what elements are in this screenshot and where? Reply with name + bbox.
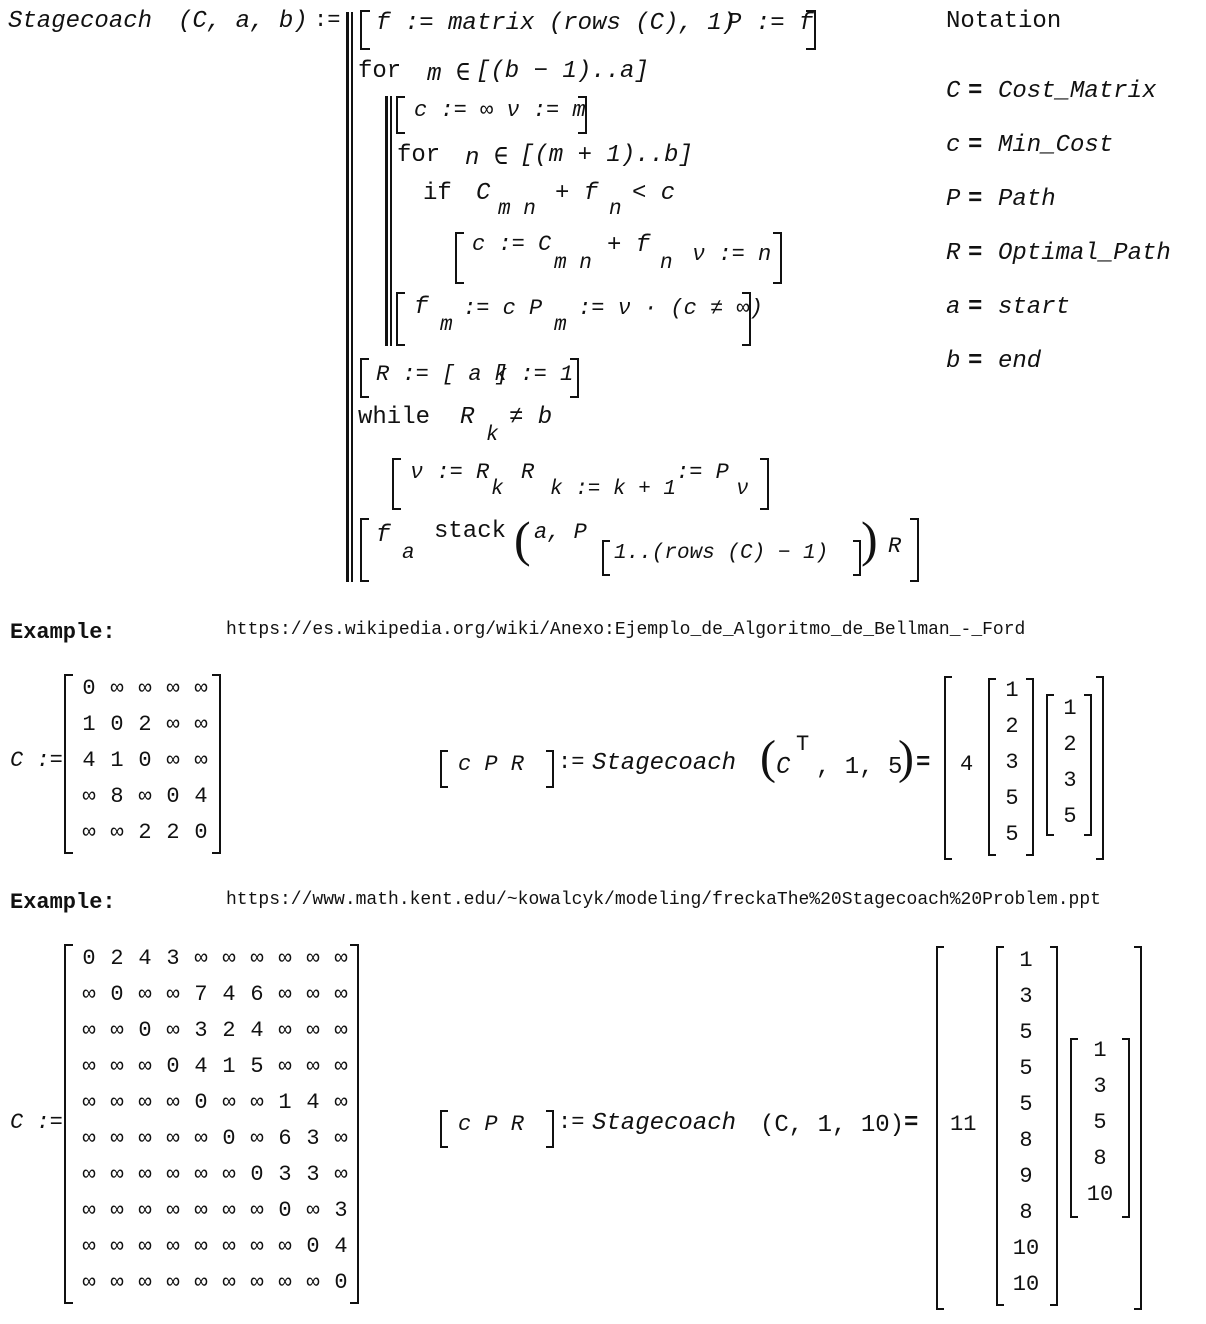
bracket-left xyxy=(455,232,464,284)
matrix-cell: ∞ xyxy=(250,1090,264,1115)
matrix-cell: ∞ xyxy=(278,1018,292,1043)
if-lt-c: < c xyxy=(632,180,676,207)
matrix-cell: ∞ xyxy=(250,946,264,971)
matrix-cell: ∞ xyxy=(166,982,180,1007)
bracket-left xyxy=(396,292,405,346)
notation-symbol: a xyxy=(946,294,961,321)
matrix-cell: ∞ xyxy=(110,1270,124,1295)
matrix-cell: ∞ xyxy=(166,1126,180,1151)
program-bar-inner xyxy=(351,12,353,582)
matrix-cell: ∞ xyxy=(306,1270,320,1295)
for-var-n: n ∈ xyxy=(465,145,509,172)
return-r: R xyxy=(888,534,902,559)
matrix-cell: ∞ xyxy=(110,676,124,701)
matrix-cell: ∞ xyxy=(194,712,208,737)
init-c-nu: c := ∞ ν := m xyxy=(414,98,586,123)
matrix-cell: ∞ xyxy=(166,1018,180,1043)
matrix-cell: ∞ xyxy=(166,1234,180,1259)
define-operator: := xyxy=(314,8,341,33)
matrix-cell: ∞ xyxy=(82,1234,96,1259)
call-lhs: c P R xyxy=(458,1112,525,1137)
notation-symbol: R xyxy=(946,240,961,267)
matrix-cell: ∞ xyxy=(82,1270,96,1295)
matrix-cell: ∞ xyxy=(138,1126,152,1151)
matrix-cell: ∞ xyxy=(306,1018,320,1043)
matrix-cell: ∞ xyxy=(166,712,180,737)
path-entry: 5 xyxy=(1005,786,1019,811)
for-var-m: m ∈ xyxy=(427,61,471,88)
matrix-cell: ∞ xyxy=(138,1198,152,1223)
matrix-cell: 4 xyxy=(250,1018,264,1043)
notation-equals: = xyxy=(968,294,983,321)
matrix-cell: ∞ xyxy=(110,1090,124,1115)
while-sub-k: k xyxy=(486,424,499,447)
for-keyword: for xyxy=(397,142,441,169)
for-range-n: [(m + 1)..b] xyxy=(520,142,693,169)
path-bracket-right xyxy=(1050,946,1058,1306)
matrix-cell: ∞ xyxy=(194,1162,208,1187)
matrix-cell: ∞ xyxy=(194,1270,208,1295)
example-label: Example: xyxy=(10,620,116,645)
notation-meaning: end xyxy=(998,348,1042,375)
matrix-cell: 1 xyxy=(82,712,96,737)
call-arg-transpose: T xyxy=(796,732,810,757)
bracket-right xyxy=(570,358,579,398)
path-entry: 5 xyxy=(1019,1056,1033,1081)
bracket-left xyxy=(440,750,448,788)
optimal-path-entry: 5 xyxy=(1093,1110,1107,1135)
path-entry: 5 xyxy=(1005,822,1019,847)
bracket-left xyxy=(360,518,369,582)
matrix-cell: 4 xyxy=(82,748,96,773)
matrix-cell: 0 xyxy=(278,1198,292,1223)
notation-title: Notation xyxy=(946,8,1062,35)
notation-meaning: Path xyxy=(998,186,1056,213)
matrix-cell: ∞ xyxy=(222,946,236,971)
matrix-cell: ∞ xyxy=(166,748,180,773)
function-name: Stagecoach xyxy=(8,8,153,35)
notation-symbol: P xyxy=(946,186,961,213)
matrix-cell: 0 xyxy=(110,712,124,737)
route-bracket-right xyxy=(1084,694,1092,836)
matrix-cell: ∞ xyxy=(110,820,124,845)
matrix-cell: 4 xyxy=(334,1234,348,1259)
matrix-cell: ∞ xyxy=(334,1162,348,1187)
call-arg-c: C xyxy=(776,754,791,781)
matrix-cell: ∞ xyxy=(194,1198,208,1223)
matrix-cell: ∞ xyxy=(334,982,348,1007)
matrix-cell: ∞ xyxy=(334,946,348,971)
matrix-cell: 4 xyxy=(194,784,208,809)
bracket-right xyxy=(760,458,769,510)
path-bracket-right xyxy=(1026,678,1034,856)
while-keyword: while xyxy=(358,404,431,431)
if-sub-n: n xyxy=(609,198,622,221)
matrix-cell: ∞ xyxy=(222,1234,236,1259)
result-bracket-left xyxy=(944,676,952,860)
bracket-right xyxy=(910,518,919,582)
matrix-cell: ∞ xyxy=(194,676,208,701)
matrix-cell: 0 xyxy=(82,676,96,701)
matrix-cell: 3 xyxy=(306,1126,320,1151)
matrix-cell: 8 xyxy=(110,784,124,809)
matrix-cell: 3 xyxy=(194,1018,208,1043)
matrix-cell: ∞ xyxy=(166,1198,180,1223)
bracket-left xyxy=(602,540,610,576)
wbody-sub-nu: ν xyxy=(736,478,749,501)
matrix-cell: 1 xyxy=(278,1090,292,1115)
update-plus-f: + f xyxy=(607,232,651,259)
matrix-cell: ∞ xyxy=(222,1198,236,1223)
for-keyword: for xyxy=(358,58,402,85)
result-cost: 4 xyxy=(960,752,974,777)
optimal-path-entry: 1 xyxy=(1063,696,1077,721)
optimal-path-entry: 5 xyxy=(1063,804,1077,829)
path-entry: 5 xyxy=(1019,1020,1033,1045)
matrix-cell: ∞ xyxy=(222,1090,236,1115)
matrix-cell: ∞ xyxy=(194,1234,208,1259)
matrix-name: C := xyxy=(10,748,63,773)
notation-equals: = xyxy=(968,132,983,159)
update-sub-n: n xyxy=(660,252,673,275)
function-params: (C, a, b) xyxy=(178,8,308,35)
matrix-cell: 2 xyxy=(166,820,180,845)
while-r: R xyxy=(460,404,475,431)
return-sub-a: a xyxy=(402,542,415,565)
init-p: P := f xyxy=(727,10,814,37)
notation-equals: = xyxy=(968,348,983,375)
result-bracket-left xyxy=(936,946,944,1310)
matrix-cell: 0 xyxy=(222,1126,236,1151)
store-sub-m: m xyxy=(440,314,453,337)
optimal-path-entry: 1 xyxy=(1093,1038,1107,1063)
notation-symbol: b xyxy=(946,348,961,375)
path-entry: 9 xyxy=(1019,1164,1033,1189)
path-entry: 3 xyxy=(1005,750,1019,775)
matrix-cell: ∞ xyxy=(334,1126,348,1151)
matrix-cell: ∞ xyxy=(82,784,96,809)
path-entry: 8 xyxy=(1019,1200,1033,1225)
path-entry: 5 xyxy=(1019,1092,1033,1117)
matrix-cell: ∞ xyxy=(110,1054,124,1079)
matrix-cell: 0 xyxy=(110,982,124,1007)
matrix-cell: ∞ xyxy=(166,1162,180,1187)
matrix-cell: 5 xyxy=(250,1054,264,1079)
bracket-left xyxy=(360,10,370,50)
matrix-cell: 2 xyxy=(222,1018,236,1043)
matrix-cell: ∞ xyxy=(278,1234,292,1259)
return-sub-range: 1..(rows (C) − 1) xyxy=(614,542,829,565)
notation-equals: = xyxy=(968,186,983,213)
matrix-cell: ∞ xyxy=(138,1054,152,1079)
matrix-cell: ∞ xyxy=(110,1198,124,1223)
bracket-right xyxy=(806,10,816,50)
matrix-cell: ∞ xyxy=(82,820,96,845)
r-init: R := [ a ] xyxy=(376,362,509,387)
equals: = xyxy=(916,750,931,777)
call-assign: := xyxy=(558,1110,585,1135)
path-entry: 8 xyxy=(1019,1128,1033,1153)
matrix-cell: 0 xyxy=(250,1162,264,1187)
matrix-cell: ∞ xyxy=(306,946,320,971)
if-keyword: if xyxy=(423,180,452,207)
equals: = xyxy=(904,1110,919,1137)
wbody-p: := P xyxy=(676,460,729,485)
matrix-cell: ∞ xyxy=(110,1018,124,1043)
store-f: f xyxy=(414,294,429,321)
matrix-cell: ∞ xyxy=(334,1090,348,1115)
while-cond: ≠ b xyxy=(509,404,553,431)
matrix-cell: 7 xyxy=(194,982,208,1007)
matrix-cell: ∞ xyxy=(334,1018,348,1043)
path-bracket-left xyxy=(996,946,1004,1306)
matrix-cell: ∞ xyxy=(194,748,208,773)
result-bracket-right xyxy=(1134,946,1142,1310)
wbody-r: R xyxy=(521,460,535,485)
example-url[interactable]: https://www.math.kent.edu/~kowalcyk/modeling/freckaThe%20Stagecoach%20Problem.ppt xyxy=(226,890,1101,910)
matrix-cell: 2 xyxy=(110,946,124,971)
bracket-right xyxy=(578,96,587,134)
matrix-bracket-left xyxy=(64,674,73,854)
matrix-cell: 0 xyxy=(138,1018,152,1043)
store-c-p: := c P xyxy=(463,296,543,321)
path-entry: 10 xyxy=(1012,1272,1040,1297)
wbody-sub-k: k xyxy=(491,478,504,501)
path-entry: 1 xyxy=(1005,678,1019,703)
update-nu: ν := n xyxy=(692,242,772,267)
wbody-nu: ν := R xyxy=(410,460,490,485)
loop-bar xyxy=(385,96,388,346)
route-bracket-left xyxy=(1046,694,1054,836)
paren-left: ( xyxy=(760,731,776,784)
matrix-cell: ∞ xyxy=(82,1054,96,1079)
optimal-path-entry: 2 xyxy=(1063,732,1077,757)
matrix-cell: 0 xyxy=(138,748,152,773)
bracket-left xyxy=(360,358,369,398)
matrix-cell: ∞ xyxy=(250,1234,264,1259)
matrix-cell: ∞ xyxy=(138,1270,152,1295)
call-function: Stagecoach xyxy=(592,750,737,777)
notation-meaning: Cost_Matrix xyxy=(998,78,1157,105)
matrix-cell: ∞ xyxy=(166,1270,180,1295)
matrix-cell: ∞ xyxy=(138,1090,152,1115)
paren-right: ) xyxy=(861,511,878,567)
matrix-cell: 3 xyxy=(278,1162,292,1187)
loop-bar-inner xyxy=(390,96,392,346)
matrix-cell: ∞ xyxy=(138,1162,152,1187)
return-f: f xyxy=(376,522,391,549)
example-label: Example: xyxy=(10,890,116,915)
if-c: C xyxy=(476,180,491,207)
matrix-cell: ∞ xyxy=(82,1018,96,1043)
matrix-cell: 0 xyxy=(306,1234,320,1259)
matrix-cell: 0 xyxy=(194,820,208,845)
matrix-bracket-right xyxy=(212,674,221,854)
notation-symbol: C xyxy=(946,78,961,105)
matrix-cell: ∞ xyxy=(222,1162,236,1187)
matrix-cell: ∞ xyxy=(82,982,96,1007)
notation-symbol: c xyxy=(946,132,961,159)
route-bracket-left xyxy=(1070,1038,1078,1218)
matrix-cell: ∞ xyxy=(250,1270,264,1295)
matrix-name: C := xyxy=(10,1110,63,1135)
notation-equals: = xyxy=(968,78,983,105)
bracket-left xyxy=(392,458,401,510)
matrix-cell: 3 xyxy=(334,1198,348,1223)
bracket-right xyxy=(853,540,861,576)
init-f: f := matrix (rows (C), 1) xyxy=(376,10,737,37)
matrix-cell: ∞ xyxy=(250,1198,264,1223)
matrix-cell: ∞ xyxy=(278,1054,292,1079)
matrix-cell: ∞ xyxy=(82,1162,96,1187)
example-url[interactable]: https://es.wikipedia.org/wiki/Anexo:Ejemplo_de_Algoritmo_de_Bellman_-_Ford xyxy=(226,620,1026,640)
matrix-cell: ∞ xyxy=(306,982,320,1007)
store-nu: := ν · (c ≠ ∞) xyxy=(578,296,763,321)
matrix-cell: 3 xyxy=(166,946,180,971)
matrix-cell: 6 xyxy=(278,1126,292,1151)
matrix-cell: 1 xyxy=(110,748,124,773)
path-entry: 2 xyxy=(1005,714,1019,739)
store-sub-m2: m xyxy=(554,314,567,337)
for-range-m: [(b − 1)..a] xyxy=(476,58,649,85)
matrix-cell: ∞ xyxy=(278,1270,292,1295)
matrix-cell: 0 xyxy=(82,946,96,971)
call-lhs: c P R xyxy=(458,752,525,777)
paren-left: ( xyxy=(514,511,531,567)
matrix-cell: ∞ xyxy=(138,982,152,1007)
bracket-right xyxy=(546,1110,554,1148)
update-c: c := C xyxy=(472,232,552,257)
matrix-cell: ∞ xyxy=(250,1126,264,1151)
matrix-cell: 2 xyxy=(138,712,152,737)
result-cost: 11 xyxy=(950,1112,977,1137)
call-args: , 1, 5 xyxy=(816,754,903,781)
matrix-cell: 6 xyxy=(250,982,264,1007)
matrix-cell: 2 xyxy=(138,820,152,845)
matrix-cell: ∞ xyxy=(306,1054,320,1079)
matrix-cell: ∞ xyxy=(138,676,152,701)
call-assign: := xyxy=(558,750,585,775)
update-sub-mn: m n xyxy=(554,252,592,275)
matrix-cell: 0 xyxy=(166,784,180,809)
matrix-cell: ∞ xyxy=(82,1126,96,1151)
matrix-cell: ∞ xyxy=(278,982,292,1007)
route-bracket-right xyxy=(1122,1038,1130,1218)
notation-meaning: start xyxy=(998,294,1071,321)
if-plus-f: + f xyxy=(555,180,599,207)
bracket-right xyxy=(773,232,782,284)
matrix-cell: 4 xyxy=(306,1090,320,1115)
if-sub-mn: m n xyxy=(498,198,536,221)
path-entry: 3 xyxy=(1019,984,1033,1009)
matrix-cell: ∞ xyxy=(166,676,180,701)
notation-meaning: Min_Cost xyxy=(998,132,1114,159)
matrix-cell: 0 xyxy=(166,1054,180,1079)
matrix-cell: 4 xyxy=(194,1054,208,1079)
result-bracket-right xyxy=(1096,676,1104,860)
matrix-cell: ∞ xyxy=(110,1162,124,1187)
bracket-left xyxy=(396,96,405,134)
matrix-cell: ∞ xyxy=(82,1198,96,1223)
return-stack: stack xyxy=(434,518,507,545)
matrix-cell: ∞ xyxy=(334,1054,348,1079)
optimal-path-entry: 8 xyxy=(1093,1146,1107,1171)
optimal-path-entry: 10 xyxy=(1086,1182,1114,1207)
optimal-path-entry: 3 xyxy=(1063,768,1077,793)
matrix-cell: 0 xyxy=(334,1270,348,1295)
matrix-cell: ∞ xyxy=(82,1090,96,1115)
matrix-bracket-right xyxy=(350,944,359,1304)
bracket-right xyxy=(742,292,751,346)
bracket-left xyxy=(440,1110,448,1148)
matrix-cell: ∞ xyxy=(138,1234,152,1259)
matrix-cell: 1 xyxy=(222,1054,236,1079)
paren-right: ) xyxy=(898,731,914,784)
matrix-cell: 3 xyxy=(306,1162,320,1187)
matrix-cell: ∞ xyxy=(222,1270,236,1295)
notation-equals: = xyxy=(968,240,983,267)
matrix-cell: ∞ xyxy=(110,1126,124,1151)
matrix-cell: ∞ xyxy=(166,1090,180,1115)
matrix-cell: ∞ xyxy=(306,1198,320,1223)
call-function: Stagecoach xyxy=(592,1110,737,1137)
bracket-right xyxy=(546,750,554,788)
path-entry: 10 xyxy=(1012,1236,1040,1261)
path-bracket-left xyxy=(988,678,996,856)
matrix-cell: ∞ xyxy=(278,946,292,971)
k-init: k := 1 xyxy=(494,362,574,387)
optimal-path-entry: 3 xyxy=(1093,1074,1107,1099)
matrix-cell: 4 xyxy=(222,982,236,1007)
matrix-cell: ∞ xyxy=(138,784,152,809)
matrix-cell: ∞ xyxy=(194,946,208,971)
return-args: a, P xyxy=(534,520,587,545)
program-bar xyxy=(346,12,349,582)
call-args: (C, 1, 10) xyxy=(760,1112,905,1139)
matrix-cell: ∞ xyxy=(110,1234,124,1259)
matrix-cell: 4 xyxy=(138,946,152,971)
notation-meaning: Optimal_Path xyxy=(998,240,1171,267)
path-entry: 1 xyxy=(1019,948,1033,973)
matrix-cell: 0 xyxy=(194,1090,208,1115)
matrix-bracket-left xyxy=(64,944,73,1304)
matrix-cell: ∞ xyxy=(194,1126,208,1151)
wbody-sub-k-inc: k := k + 1 xyxy=(550,478,677,501)
